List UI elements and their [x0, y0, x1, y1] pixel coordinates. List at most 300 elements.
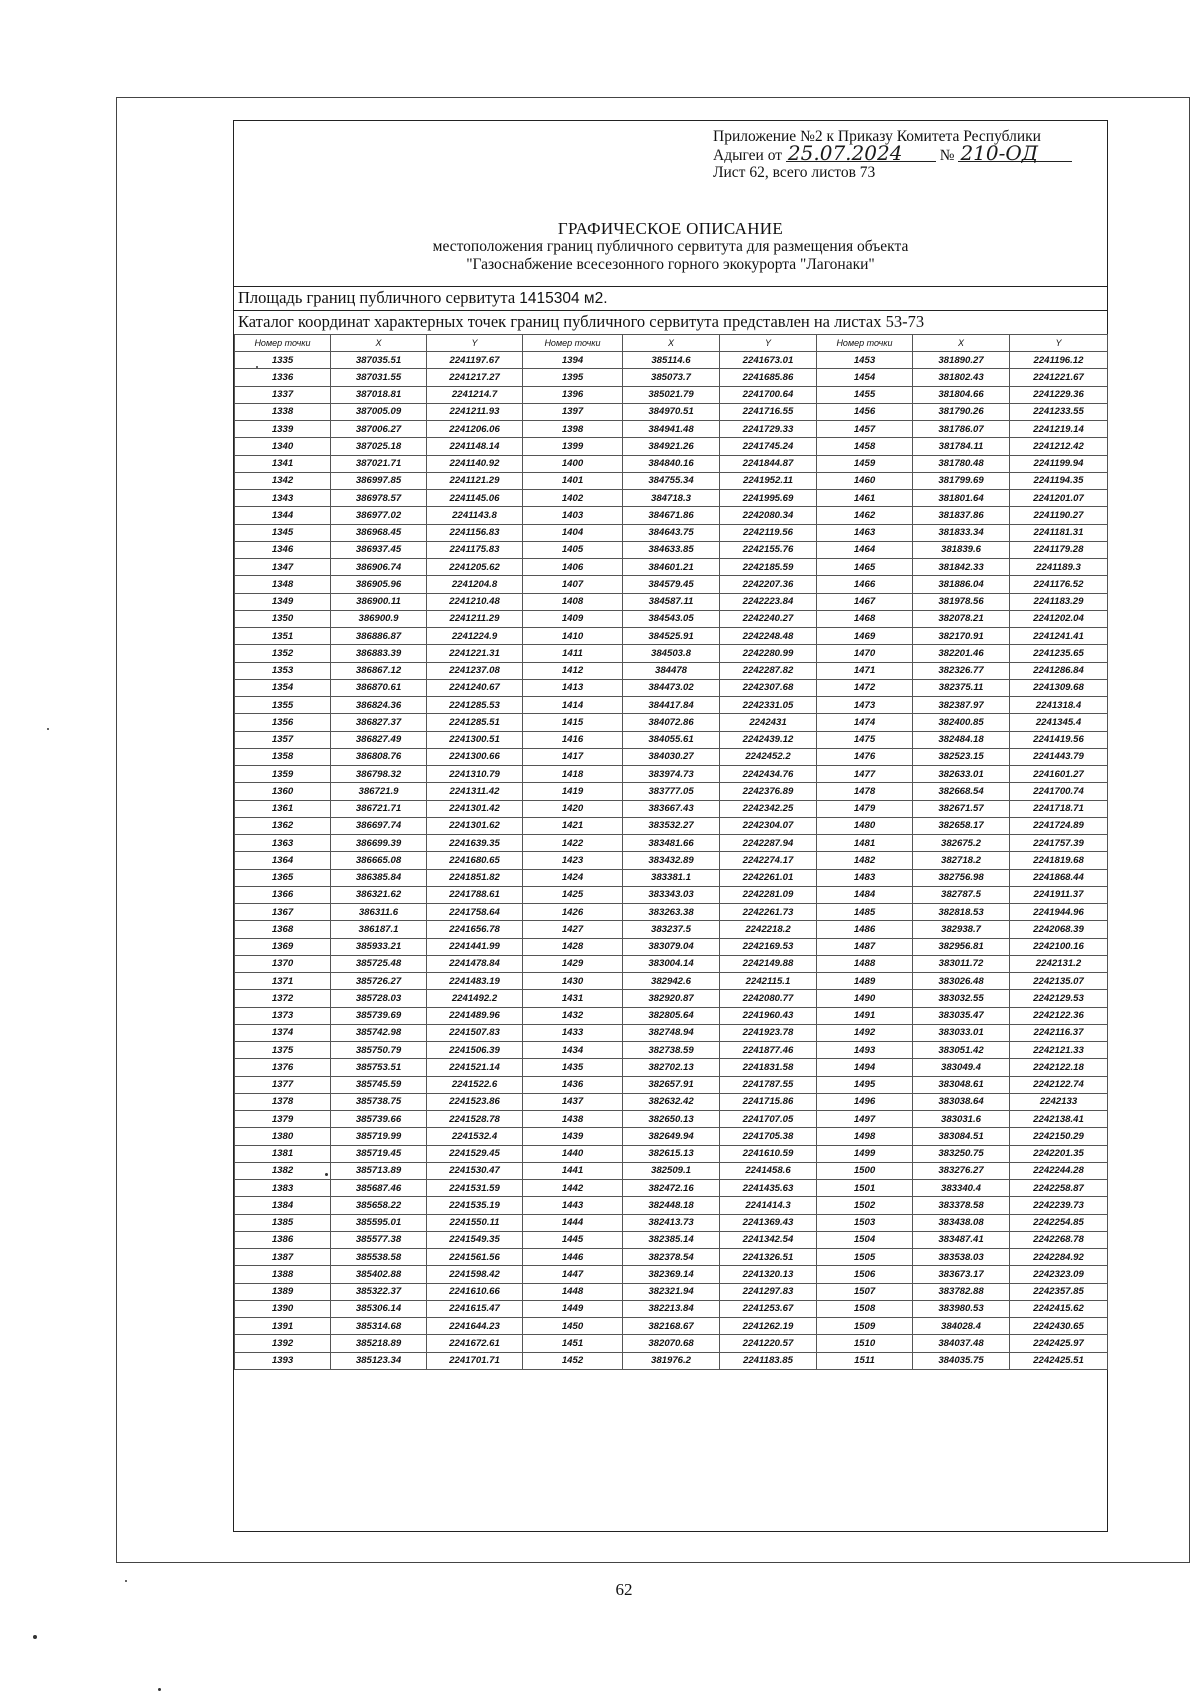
cell-y-2: 2241745.24: [720, 438, 817, 455]
cell-y-3: 2241219.14: [1010, 421, 1108, 438]
cell-x-1: 385745.59: [331, 1076, 427, 1093]
table-row: [235, 679, 1108, 696]
cell-y-1: 2241210.48: [427, 593, 523, 610]
cell-point-number-1: 1361: [235, 800, 331, 817]
table-row: [235, 731, 1108, 748]
cell-y-3: 2241181.31: [1010, 524, 1108, 541]
cell-y-3: 2242258.87: [1010, 1180, 1108, 1197]
cell-point-number-1: 1358: [235, 748, 331, 765]
table-row: [235, 748, 1108, 765]
cell-y-1: 2241214.7: [427, 386, 523, 403]
cell-y-2: 2241923.78: [720, 1024, 817, 1041]
table-row: [235, 386, 1108, 403]
cell-x-1: 385739.66: [331, 1111, 427, 1128]
cell-y-1: 2241615.47: [427, 1300, 523, 1317]
table-row: [235, 955, 1108, 972]
cell-x-3: 383049.4: [913, 1059, 1010, 1076]
scan-speck: [33, 1635, 37, 1639]
cell-y-3: 2241700.74: [1010, 783, 1108, 800]
cell-point-number-2: 1416: [523, 731, 623, 748]
cell-point-number-2: 1400: [523, 455, 623, 472]
cell-y-1: 2241521.14: [427, 1059, 523, 1076]
cell-x-1: 385719.99: [331, 1128, 427, 1145]
cell-x-2: 384840.16: [623, 455, 720, 472]
table-row: [235, 1249, 1108, 1266]
cell-point-number-1: 1370: [235, 955, 331, 972]
cell-y-2: 2241729.33: [720, 421, 817, 438]
cell-x-3: 383032.55: [913, 990, 1010, 1007]
cell-point-number-3: 1467: [817, 593, 913, 610]
scan-speck: [47, 728, 49, 730]
cell-y-3: 2242131.2: [1010, 955, 1108, 972]
cell-y-1: 2241680.65: [427, 852, 523, 869]
table-row: [235, 886, 1108, 903]
cell-point-number-3: 1461: [817, 490, 913, 507]
cell-y-1: 2241145.06: [427, 490, 523, 507]
cell-y-2: 2241458.6: [720, 1162, 817, 1179]
table-row: [235, 352, 1108, 369]
cell-x-2: 382213.84: [623, 1300, 720, 1317]
cell-y-3: 2241286.84: [1010, 662, 1108, 679]
scan-speck: [325, 1173, 328, 1176]
table-row: [235, 697, 1108, 714]
cell-point-number-3: 1481: [817, 835, 913, 852]
cell-point-number-3: 1502: [817, 1197, 913, 1214]
cell-x-3: 381839.6: [913, 541, 1010, 558]
cell-x-3: 382956.81: [913, 938, 1010, 955]
cell-y-3: 2242425.51: [1010, 1352, 1108, 1369]
cell-point-number-3: 1511: [817, 1352, 913, 1369]
cell-x-3: 382375.11: [913, 679, 1010, 696]
header-x-1: X: [331, 335, 427, 352]
document-title: ГРАФИЧЕСКОЕ ОПИСАНИЕ: [557, 219, 784, 238]
table-row: [235, 576, 1108, 593]
approval-line-2: [713, 141, 1072, 165]
cell-y-2: 2241707.05: [720, 1111, 817, 1128]
cell-x-2: 383237.5: [623, 921, 720, 938]
cell-x-1: 385306.14: [331, 1300, 427, 1317]
cell-x-2: 384587.11: [623, 593, 720, 610]
cell-y-3: 2241233.55: [1010, 403, 1108, 420]
table-row: [235, 1352, 1108, 1369]
cell-point-number-1: 1387: [235, 1249, 331, 1266]
header-point-number-1: Номер точки: [235, 335, 331, 352]
table-row: [235, 835, 1108, 852]
cell-point-number-2: 1410: [523, 628, 623, 645]
cell-y-1: 2241529.45: [427, 1145, 523, 1162]
cell-point-number-1: 1341: [235, 455, 331, 472]
cell-x-2: 384503.8: [623, 645, 720, 662]
cell-x-1: 385123.34: [331, 1352, 427, 1369]
table-row: [235, 1197, 1108, 1214]
cell-x-2: 382321.94: [623, 1283, 720, 1300]
sheet-count: Лист 62, всего листов 73: [713, 164, 876, 181]
cell-point-number-2: 1415: [523, 714, 623, 731]
cell-point-number-3: 1466: [817, 576, 913, 593]
cell-x-1: 386978.57: [331, 490, 427, 507]
cell-x-3: 382756.98: [913, 869, 1010, 886]
cell-point-number-2: 1413: [523, 679, 623, 696]
cell-x-1: 385742.98: [331, 1024, 427, 1041]
cell-x-1: 385753.51: [331, 1059, 427, 1076]
cell-y-2: 2241700.64: [720, 386, 817, 403]
table-row: [235, 593, 1108, 610]
cell-x-1: 385658.22: [331, 1197, 427, 1214]
cell-x-2: 384030.27: [623, 748, 720, 765]
cell-y-1: 2241530.47: [427, 1162, 523, 1179]
cell-y-3: 2242100.16: [1010, 938, 1108, 955]
cell-point-number-3: 1453: [817, 352, 913, 369]
cell-point-number-2: 1420: [523, 800, 623, 817]
cell-y-2: 2241715.86: [720, 1093, 817, 1110]
cell-x-2: 384921.26: [623, 438, 720, 455]
cell-point-number-1: 1343: [235, 490, 331, 507]
cell-x-3: 383031.6: [913, 1111, 1010, 1128]
cell-x-3: 381886.04: [913, 576, 1010, 593]
cell-point-number-3: 1504: [817, 1231, 913, 1248]
cell-y-2: 2242434.76: [720, 766, 817, 783]
cell-point-number-3: 1474: [817, 714, 913, 731]
cell-y-3: 2241757.39: [1010, 835, 1108, 852]
cell-point-number-3: 1490: [817, 990, 913, 1007]
cell-point-number-2: 1443: [523, 1197, 623, 1214]
cell-point-number-3: 1488: [817, 955, 913, 972]
cell-point-number-1: 1391: [235, 1318, 331, 1335]
table-row: [235, 921, 1108, 938]
cell-y-3: 2241318.4: [1010, 697, 1108, 714]
cell-y-1: 2241240.67: [427, 679, 523, 696]
cell-x-3: 381799.69: [913, 472, 1010, 489]
cell-x-2: 382649.94: [623, 1128, 720, 1145]
cell-y-1: 2241143.8: [427, 507, 523, 524]
cell-x-2: 385021.79: [623, 386, 720, 403]
cell-y-3: 2241819.68: [1010, 852, 1108, 869]
header-point-number-2: Номер точки: [523, 335, 623, 352]
cell-x-1: 385726.27: [331, 973, 427, 990]
cell-y-2: 2242287.82: [720, 662, 817, 679]
cell-x-3: 382671.57: [913, 800, 1010, 817]
cell-point-number-1: 1345: [235, 524, 331, 541]
cell-x-1: 386937.45: [331, 541, 427, 558]
cell-y-1: 2241535.19: [427, 1197, 523, 1214]
cell-y-2: 2241253.67: [720, 1300, 817, 1317]
cell-x-1: 385687.46: [331, 1180, 427, 1197]
cell-point-number-1: 1379: [235, 1111, 331, 1128]
table-row: [235, 1300, 1108, 1317]
cell-x-1: 386311.6: [331, 904, 427, 921]
cell-point-number-3: 1471: [817, 662, 913, 679]
cell-y-3: 2242121.33: [1010, 1042, 1108, 1059]
cell-x-2: 383974.73: [623, 766, 720, 783]
cell-x-1: 387006.27: [331, 421, 427, 438]
cell-x-3: 382400.85: [913, 714, 1010, 731]
cell-y-2: 2241716.55: [720, 403, 817, 420]
table-row: [235, 610, 1108, 627]
cell-y-2: 2241960.43: [720, 1007, 817, 1024]
cell-point-number-3: 1510: [817, 1335, 913, 1352]
cell-x-3: 382718.2: [913, 852, 1010, 869]
cell-x-2: 381976.2: [623, 1352, 720, 1369]
cell-x-3: 382484.18: [913, 731, 1010, 748]
cell-x-2: 383381.1: [623, 869, 720, 886]
approval-number-label: №: [939, 147, 955, 164]
cell-x-3: 381802.43: [913, 369, 1010, 386]
cell-point-number-3: 1456: [817, 403, 913, 420]
cell-x-3: 381837.86: [913, 507, 1010, 524]
cell-y-1: 2241610.66: [427, 1283, 523, 1300]
table-row: [235, 800, 1108, 817]
cell-point-number-1: 1384: [235, 1197, 331, 1214]
cell-point-number-1: 1335: [235, 352, 331, 369]
cell-point-number-1: 1363: [235, 835, 331, 852]
cell-point-number-3: 1494: [817, 1059, 913, 1076]
cell-y-2: 2242240.27: [720, 610, 817, 627]
cell-x-2: 384755.34: [623, 472, 720, 489]
cell-point-number-1: 1378: [235, 1093, 331, 1110]
cell-x-1: 386721.9: [331, 783, 427, 800]
cell-y-2: 2242149.88: [720, 955, 817, 972]
cell-y-1: 2241148.14: [427, 438, 523, 455]
table-row: [235, 1007, 1108, 1024]
cell-x-2: 382632.42: [623, 1093, 720, 1110]
cell-point-number-1: 1351: [235, 628, 331, 645]
cell-y-3: 2241601.27: [1010, 766, 1108, 783]
table-row: [235, 645, 1108, 662]
cell-y-3: 2241194.35: [1010, 472, 1108, 489]
cell-y-1: 2241285.51: [427, 714, 523, 731]
cell-y-1: 2241701.71: [427, 1352, 523, 1369]
cell-x-2: 384543.05: [623, 610, 720, 627]
cell-point-number-1: 1350: [235, 610, 331, 627]
cell-x-3: 383250.75: [913, 1145, 1010, 1162]
cell-y-2: 2242452.2: [720, 748, 817, 765]
table-row: [235, 938, 1108, 955]
cell-point-number-2: 1398: [523, 421, 623, 438]
cell-x-2: 384671.86: [623, 507, 720, 524]
table-row: [235, 783, 1108, 800]
cell-x-2: 384579.45: [623, 576, 720, 593]
cell-x-1: 386867.12: [331, 662, 427, 679]
cell-point-number-2: 1401: [523, 472, 623, 489]
cell-y-2: 2241995.69: [720, 490, 817, 507]
cell-y-3: 2242122.36: [1010, 1007, 1108, 1024]
cell-y-2: 2242342.25: [720, 800, 817, 817]
document-subtitle-2: "Газоснабжение всесезонного горного экокурорта "Лагонаки": [466, 256, 875, 273]
cell-x-3: 383782.88: [913, 1283, 1010, 1300]
cell-point-number-1: 1362: [235, 817, 331, 834]
cell-y-1: 2241300.51: [427, 731, 523, 748]
cell-x-3: 381786.07: [913, 421, 1010, 438]
cell-y-1: 2241672.61: [427, 1335, 523, 1352]
cell-point-number-1: 1338: [235, 403, 331, 420]
servitude-area-label: Площадь границ публичного сервитута: [238, 288, 516, 307]
cell-y-3: 2241199.94: [1010, 455, 1108, 472]
cell-y-1: 2241758.64: [427, 904, 523, 921]
cell-point-number-2: 1404: [523, 524, 623, 541]
table-row: [235, 1111, 1108, 1128]
cell-x-3: 381780.48: [913, 455, 1010, 472]
cell-y-2: 2241685.86: [720, 369, 817, 386]
cell-point-number-1: 1339: [235, 421, 331, 438]
cell-y-2: 2241705.38: [720, 1128, 817, 1145]
cell-x-2: 383263.38: [623, 904, 720, 921]
table-row: [235, 1059, 1108, 1076]
cell-point-number-2: 1447: [523, 1266, 623, 1283]
cell-x-1: 386798.32: [331, 766, 427, 783]
cell-x-1: 385577.38: [331, 1231, 427, 1248]
cell-x-1: 385933.21: [331, 938, 427, 955]
header-y-3: Y: [1010, 335, 1108, 352]
cell-y-3: 2241190.27: [1010, 507, 1108, 524]
cell-point-number-2: 1449: [523, 1300, 623, 1317]
cell-x-2: 384601.21: [623, 559, 720, 576]
cell-point-number-2: 1409: [523, 610, 623, 627]
cell-y-3: 2241241.41: [1010, 628, 1108, 645]
cell-y-1: 2241478.84: [427, 955, 523, 972]
cell-point-number-3: 1454: [817, 369, 913, 386]
cell-point-number-2: 1436: [523, 1076, 623, 1093]
cell-point-number-3: 1462: [817, 507, 913, 524]
cell-point-number-2: 1406: [523, 559, 623, 576]
cell-x-1: 386997.85: [331, 472, 427, 489]
cell-point-number-2: 1418: [523, 766, 623, 783]
cell-y-3: 2241944.96: [1010, 904, 1108, 921]
table-row: [235, 1076, 1108, 1093]
cell-x-2: 384417.84: [623, 697, 720, 714]
approval-date-prefix: Адыгеи от: [713, 147, 783, 164]
table-row: [235, 1093, 1108, 1110]
cell-y-3: 2241443.79: [1010, 748, 1108, 765]
cell-y-2: 2241183.85: [720, 1352, 817, 1369]
cell-point-number-1: 1377: [235, 1076, 331, 1093]
cell-y-2: 2241877.46: [720, 1042, 817, 1059]
cell-point-number-1: 1337: [235, 386, 331, 403]
cell-y-3: 2242425.97: [1010, 1335, 1108, 1352]
cell-point-number-3: 1497: [817, 1111, 913, 1128]
cell-y-3: 2242323.09: [1010, 1266, 1108, 1283]
cell-x-3: 383980.53: [913, 1300, 1010, 1317]
cell-point-number-2: 1428: [523, 938, 623, 955]
cell-point-number-2: 1399: [523, 438, 623, 455]
cell-point-number-3: 1470: [817, 645, 913, 662]
cell-x-2: 384970.51: [623, 403, 720, 420]
cell-point-number-3: 1503: [817, 1214, 913, 1231]
cell-x-1: 387005.09: [331, 403, 427, 420]
cell-x-2: 383432.89: [623, 852, 720, 869]
cell-point-number-1: 1389: [235, 1283, 331, 1300]
cell-y-3: 2242116.37: [1010, 1024, 1108, 1041]
cell-x-1: 386883.39: [331, 645, 427, 662]
cell-point-number-2: 1425: [523, 886, 623, 903]
cell-point-number-2: 1411: [523, 645, 623, 662]
cell-x-2: 382942.6: [623, 973, 720, 990]
catalog-note: Каталог координат характерных точек границ публичного сервитута представлен на листах 53-73: [234, 310, 1107, 332]
cell-x-1: 386977.02: [331, 507, 427, 524]
cell-point-number-1: 1357: [235, 731, 331, 748]
cell-x-1: 385713.89: [331, 1162, 427, 1179]
cell-y-2: 2241262.19: [720, 1318, 817, 1335]
cell-point-number-2: 1429: [523, 955, 623, 972]
cell-y-3: 2242254.85: [1010, 1214, 1108, 1231]
cell-point-number-1: 1347: [235, 559, 331, 576]
cell-y-3: 2242133: [1010, 1093, 1108, 1110]
cell-point-number-2: 1439: [523, 1128, 623, 1145]
table-row: [235, 1214, 1108, 1231]
cell-point-number-2: 1405: [523, 541, 623, 558]
cell-point-number-1: 1353: [235, 662, 331, 679]
cell-x-2: 384473.02: [623, 679, 720, 696]
cell-y-1: 2241205.62: [427, 559, 523, 576]
table-row: [235, 403, 1108, 420]
cell-y-1: 2241561.56: [427, 1249, 523, 1266]
cell-y-3: 2241868.44: [1010, 869, 1108, 886]
cell-x-3: 382633.01: [913, 766, 1010, 783]
cell-x-1: 386697.74: [331, 817, 427, 834]
cell-point-number-2: 1448: [523, 1283, 623, 1300]
cell-point-number-2: 1419: [523, 783, 623, 800]
cell-y-1: 2241140.92: [427, 455, 523, 472]
cell-x-2: 382748.94: [623, 1024, 720, 1041]
table-row: [235, 714, 1108, 731]
cell-point-number-1: 1388: [235, 1266, 331, 1283]
cell-x-3: 382675.2: [913, 835, 1010, 852]
cell-y-1: 2241492.2: [427, 990, 523, 1007]
table-row: [235, 524, 1108, 541]
cell-point-number-3: 1468: [817, 610, 913, 627]
cell-point-number-2: 1440: [523, 1145, 623, 1162]
cell-point-number-3: 1509: [817, 1318, 913, 1335]
cell-x-1: 386968.45: [331, 524, 427, 541]
cell-x-1: 385538.58: [331, 1249, 427, 1266]
cell-point-number-1: 1372: [235, 990, 331, 1007]
cell-y-2: 2242274.17: [720, 852, 817, 869]
cell-point-number-3: 1480: [817, 817, 913, 834]
cell-point-number-3: 1496: [817, 1093, 913, 1110]
cell-x-1: 386827.49: [331, 731, 427, 748]
cell-x-3: 383035.47: [913, 1007, 1010, 1024]
cell-y-2: 2241369.43: [720, 1214, 817, 1231]
cell-y-1: 2241224.9: [427, 628, 523, 645]
cell-point-number-1: 1381: [235, 1145, 331, 1162]
cell-point-number-2: 1394: [523, 352, 623, 369]
cell-point-number-3: 1479: [817, 800, 913, 817]
table-row: [235, 541, 1108, 558]
cell-point-number-3: 1460: [817, 472, 913, 489]
cell-x-1: 387035.51: [331, 352, 427, 369]
cell-y-3: 2241309.68: [1010, 679, 1108, 696]
cell-point-number-2: 1412: [523, 662, 623, 679]
cell-y-3: 2242244.28: [1010, 1162, 1108, 1179]
document-subtitle-1: местоположения границ публичного сервитута для размещения объекта: [432, 238, 909, 255]
cell-x-2: 383481.66: [623, 835, 720, 852]
table-row: [235, 1042, 1108, 1059]
cell-y-1: 2241197.67: [427, 352, 523, 369]
table-row: [235, 455, 1108, 472]
cell-point-number-1: 1342: [235, 472, 331, 489]
cell-y-2: 2242218.2: [720, 921, 817, 938]
cell-x-3: 384035.75: [913, 1352, 1010, 1369]
cell-y-1: 2241285.53: [427, 697, 523, 714]
header-y-1: Y: [427, 335, 523, 352]
cell-y-3: 2241202.04: [1010, 610, 1108, 627]
cell-point-number-1: 1340: [235, 438, 331, 455]
cell-point-number-2: 1450: [523, 1318, 623, 1335]
cell-point-number-1: 1367: [235, 904, 331, 921]
cell-point-number-2: 1397: [523, 403, 623, 420]
cell-x-3: 382078.21: [913, 610, 1010, 627]
table-row: [235, 369, 1108, 386]
cell-x-2: 385114.6: [623, 352, 720, 369]
